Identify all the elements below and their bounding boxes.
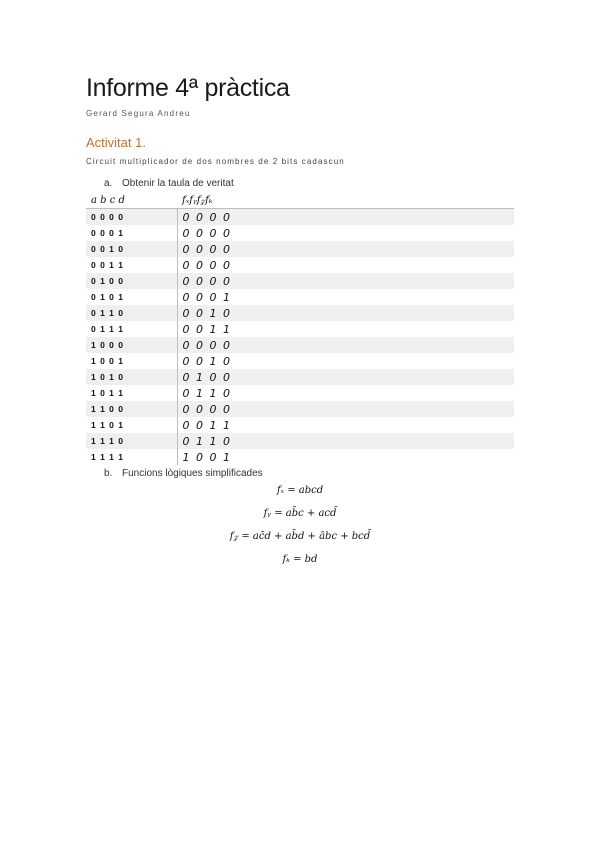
formula-fy: fᵧ = ab̄c + acd̄ (263, 508, 337, 519)
output-cell: 0 0 0 0 (177, 401, 514, 417)
table-row (86, 353, 514, 369)
column-header-outputs: fₓfᵧf𝓏fₖ (177, 193, 514, 209)
output-cell: 0 0 1 0 (177, 305, 514, 321)
output-cell: 0 0 0 0 (177, 337, 514, 353)
table-row (86, 433, 514, 449)
section-description: Circuit multiplicador de dos nombres de 2 bits cadascun (86, 157, 345, 166)
input-cell: 0 1 1 0 (86, 305, 177, 321)
section-heading: Activitat 1. (86, 135, 146, 150)
table-row (86, 273, 514, 289)
table-row (86, 257, 514, 273)
output-cell: 0 0 0 1 (182, 290, 232, 304)
input-cell: 0 1 0 0 (86, 273, 177, 289)
input-cell: 1 1 1 0 (86, 433, 177, 449)
input-cell: 0 0 1 1 (86, 257, 177, 273)
list-marker: b. (104, 468, 113, 479)
output-cell: 0 0 0 0 (177, 209, 514, 226)
output-cell: 0 0 0 0 (182, 226, 232, 240)
output-cell: 0 1 1 0 (182, 386, 232, 400)
table-row (86, 305, 514, 321)
list-item-text: Funcions lògiques simplificades (122, 468, 263, 479)
input-cell: 0 1 0 1 (86, 289, 177, 305)
input-cell: 1 1 0 1 (86, 417, 177, 433)
column-header-inputs: a b c d (86, 193, 177, 209)
output-cell: 0 0 1 1 (182, 322, 232, 336)
output-cell: 1 0 0 1 (182, 450, 232, 464)
formula-fx: fₓ = abcd (276, 485, 324, 496)
table-row (86, 337, 514, 353)
table-row (86, 225, 514, 241)
list-item-text: Obtenir la taula de veritat (122, 178, 234, 189)
output-cell: 0 1 1 0 (177, 433, 514, 449)
document-author: Gerard Segura Andreu (86, 109, 191, 118)
table-row (86, 369, 514, 385)
truth-table (86, 193, 514, 465)
table-row (86, 417, 514, 433)
input-cell: 1 1 0 0 (86, 401, 177, 417)
list-marker: a. (104, 178, 113, 189)
input-cell: 0 0 0 0 (86, 209, 177, 226)
table-row (86, 401, 514, 417)
output-cell: 0 0 1 0 (182, 354, 232, 368)
formula-block (200, 482, 400, 574)
list-item-a (104, 178, 234, 189)
table-row (86, 321, 514, 337)
table-header-row (86, 193, 514, 209)
input-cell: 0 0 0 1 (86, 225, 177, 241)
table-row (86, 385, 514, 401)
input-cell: 1 1 1 1 (86, 449, 177, 465)
input-cell: 1 0 1 1 (86, 385, 177, 401)
list-item-b (104, 468, 263, 479)
input-cell: 0 1 1 1 (86, 321, 177, 337)
input-cell: 0 0 1 0 (86, 241, 177, 257)
table-row (86, 209, 514, 226)
table-row (86, 241, 514, 257)
formula-fz: f𝓏 = ac̄d + ab̄d + ābc + bcd̄ (229, 531, 371, 542)
output-cell: 0 0 1 1 (182, 418, 232, 432)
input-cell: 1 0 1 0 (86, 369, 177, 385)
output-cell: 0 0 0 0 (177, 241, 514, 257)
formula-fk: fₖ = bd (282, 554, 318, 565)
table-row (86, 289, 514, 305)
table-row (86, 449, 514, 465)
document-title: Informe 4ª pràctica (86, 74, 290, 102)
output-cell: 0 0 0 0 (182, 258, 232, 272)
input-cell: 1 0 0 0 (86, 337, 177, 353)
output-cell: 0 0 0 0 (177, 273, 514, 289)
output-cell: 0 1 0 0 (177, 369, 514, 385)
input-cell: 1 0 0 1 (86, 353, 177, 369)
